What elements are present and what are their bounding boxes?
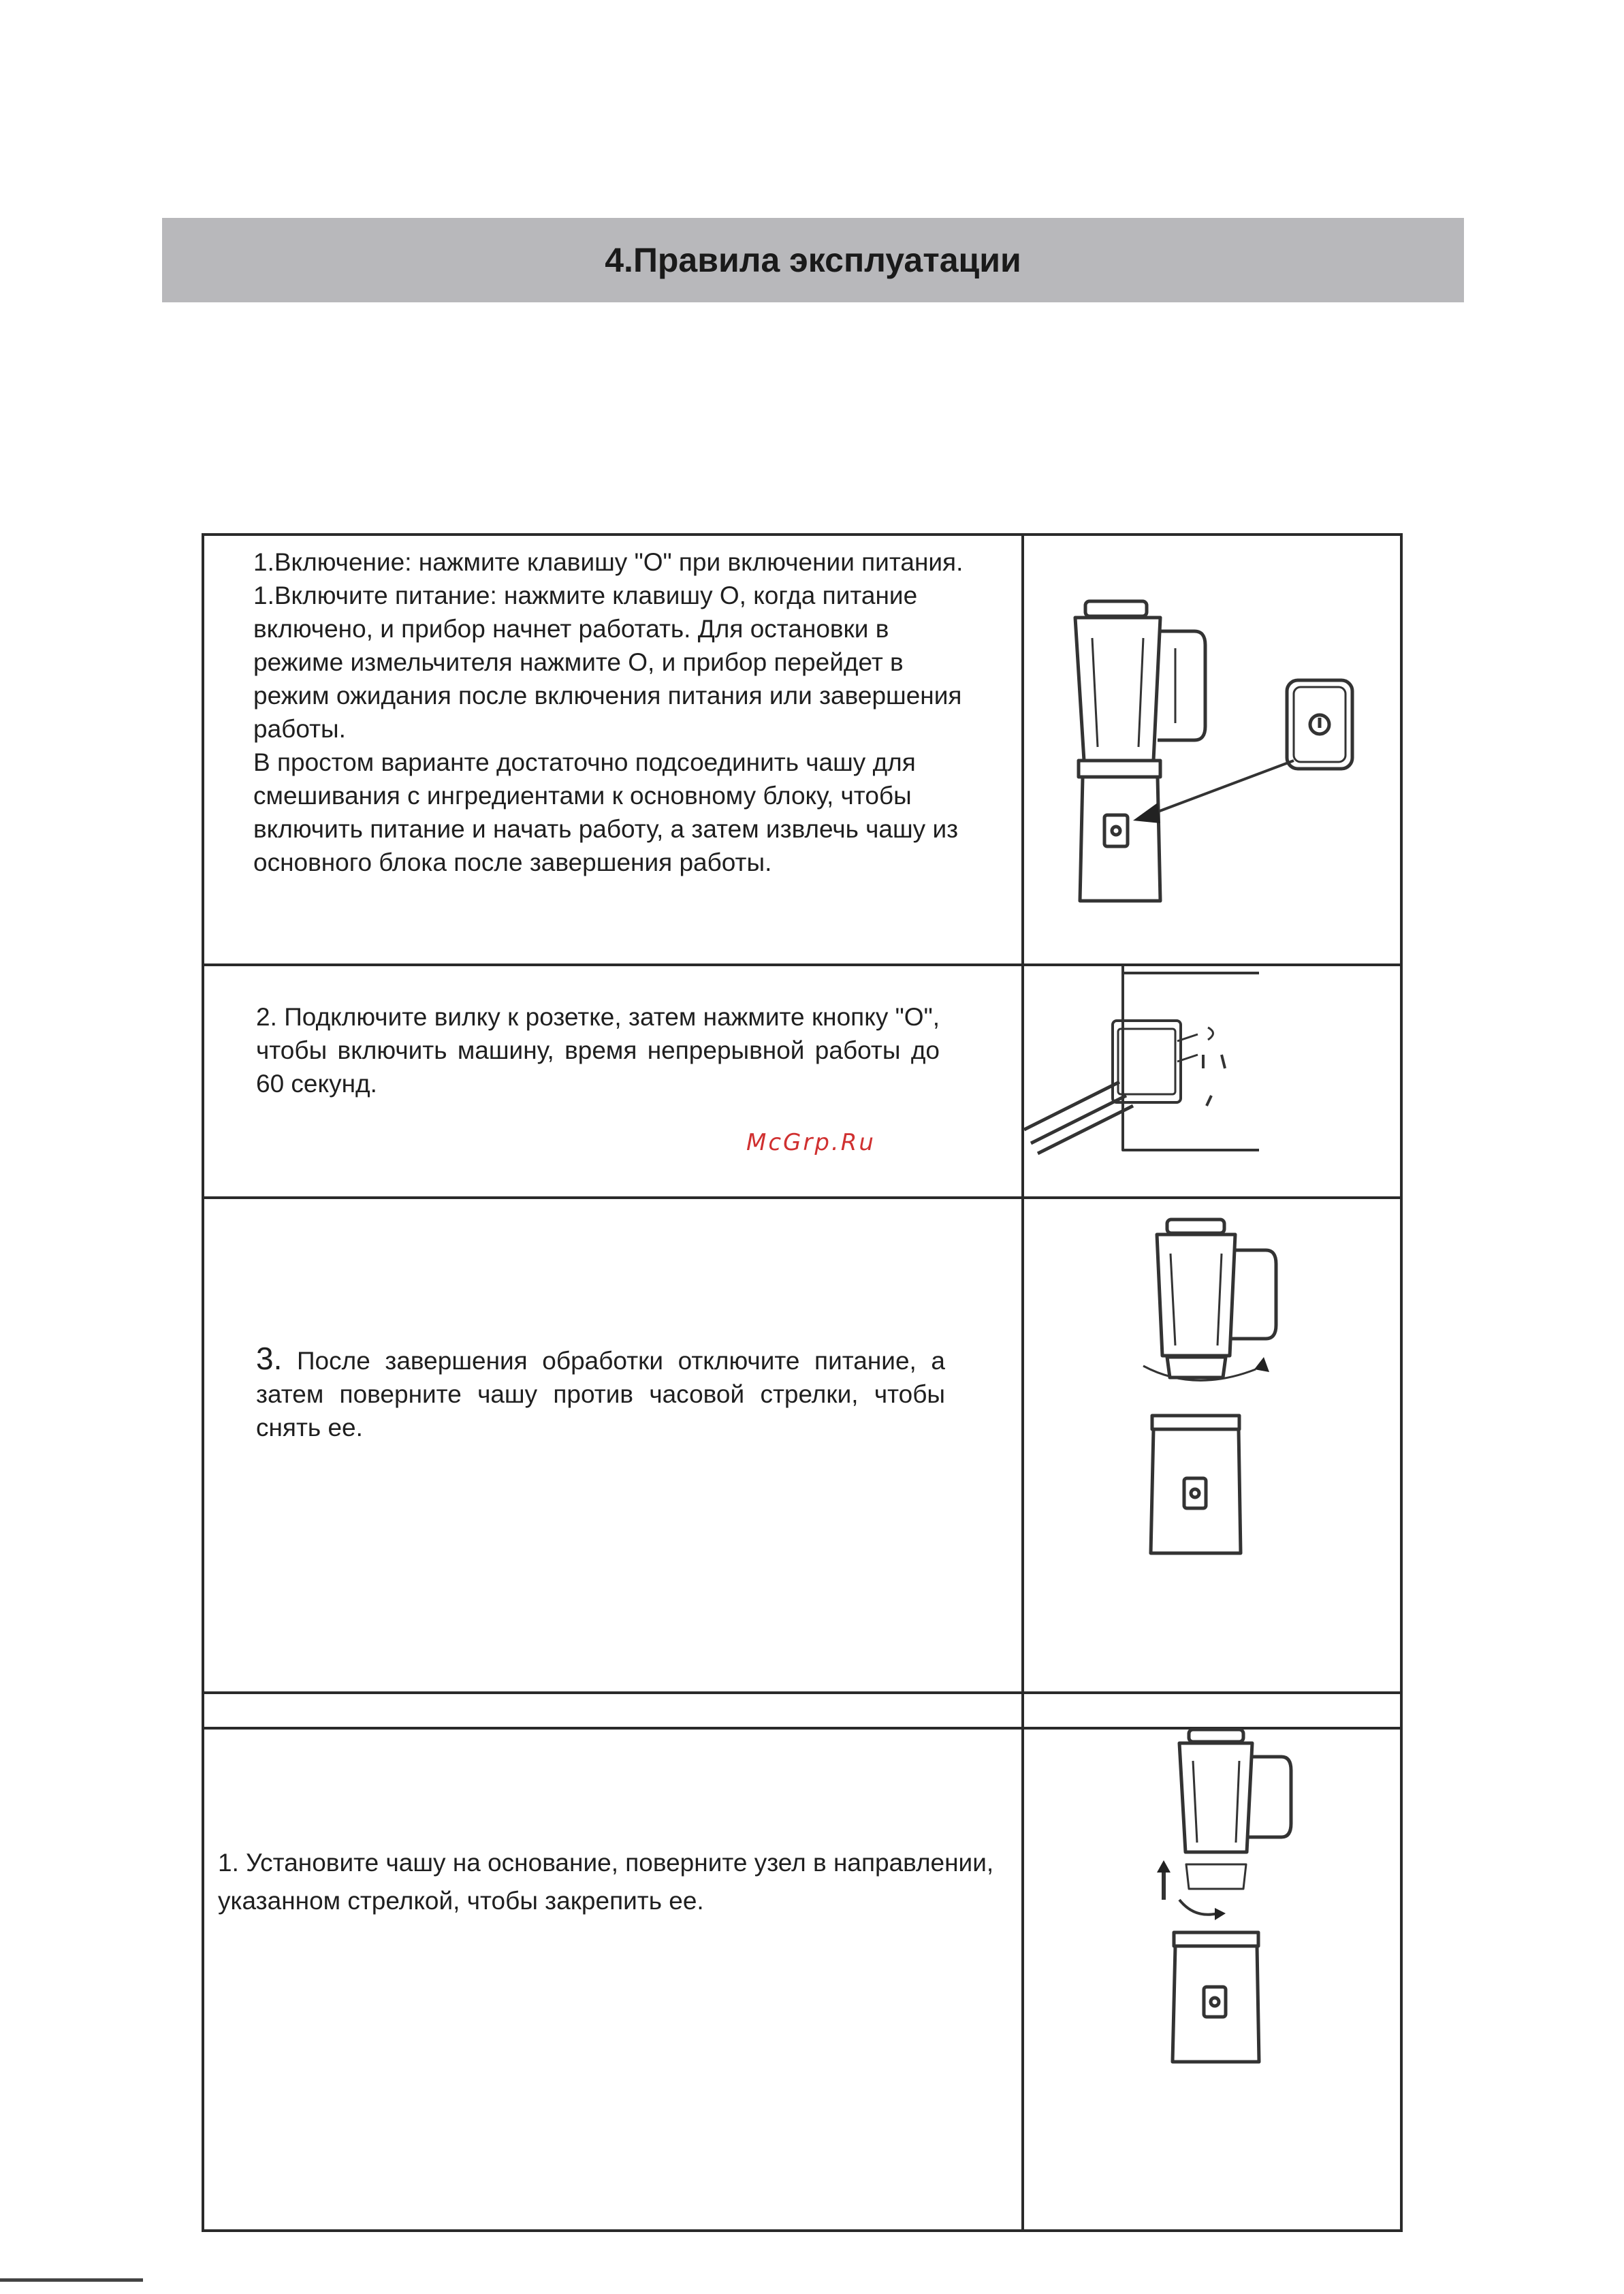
- step-3-illustration-cell: [1023, 1198, 1401, 1728]
- assembly-step-1-text: 1. Установите чашу на основание, поверните узел в направлении, указанном стрелкой, чтобы закрепить ее.: [218, 1849, 994, 1915]
- step-3-text-cell: [203, 1198, 1023, 1728]
- step-1-line-3: В простом варианте достаточно подсоединить чашу для смешивания с ингредиентами к основному блоку, чтобы включить питание и начать работу, а затем извлечь чашу из основного блока после завершения работы.: [253, 748, 959, 876]
- install-jar-illustration: [1024, 1694, 1403, 2080]
- step-1-line-2: 1.Включите питание: нажмите клавишу О, когда питание включено, и прибор начнет работать. Для остановки в режиме измельчителя нажмите О, и прибор перейдет в режим ожидания после включения питания или завершения работы.: [253, 582, 962, 743]
- step-3-text: [256, 1342, 945, 1444]
- remove-jar-illustration: [1024, 1199, 1403, 1584]
- table-row: [203, 1693, 1401, 2231]
- step-2-illustration-cell: [1023, 965, 1401, 1198]
- watermark-text: McGrp.Ru: [746, 1129, 876, 1156]
- table-row: [203, 535, 1401, 965]
- assembly-step-1-illustration-cell: [1023, 1693, 1401, 2231]
- table-row: [203, 1198, 1401, 1728]
- footer-divider: [0, 2278, 143, 2282]
- step-1-text-cell: [203, 535, 1023, 965]
- step-1-illustration-cell: [1023, 535, 1401, 965]
- plug-and-socket-illustration: [1024, 966, 1403, 1162]
- step-1-line-1: 1.Включение: нажмите клавишу "О" при включении питания.: [253, 548, 964, 576]
- section-title: 4.Правила эксплуатации: [605, 241, 1021, 279]
- step-3-body: После завершения обработки отключите питание, а затем поверните чашу против часовой стрелки, чтобы снять ее.: [256, 1347, 945, 1441]
- assembly-steps-table: [202, 1691, 1403, 2232]
- step-2-text: 2. Подключите вилку к розетке, затем нажмите кнопку "О", чтобы включить машину, время непрерывной работы до 60 секунд.: [256, 1003, 940, 1098]
- section-header: [162, 218, 1464, 302]
- table-row: [203, 965, 1401, 1198]
- step-3-number: 3.: [256, 1341, 283, 1376]
- blender-with-button-illustration: [1024, 536, 1403, 954]
- step-2-text-cell: [203, 965, 1023, 1198]
- assembly-step-1-text-cell: [203, 1693, 1023, 2231]
